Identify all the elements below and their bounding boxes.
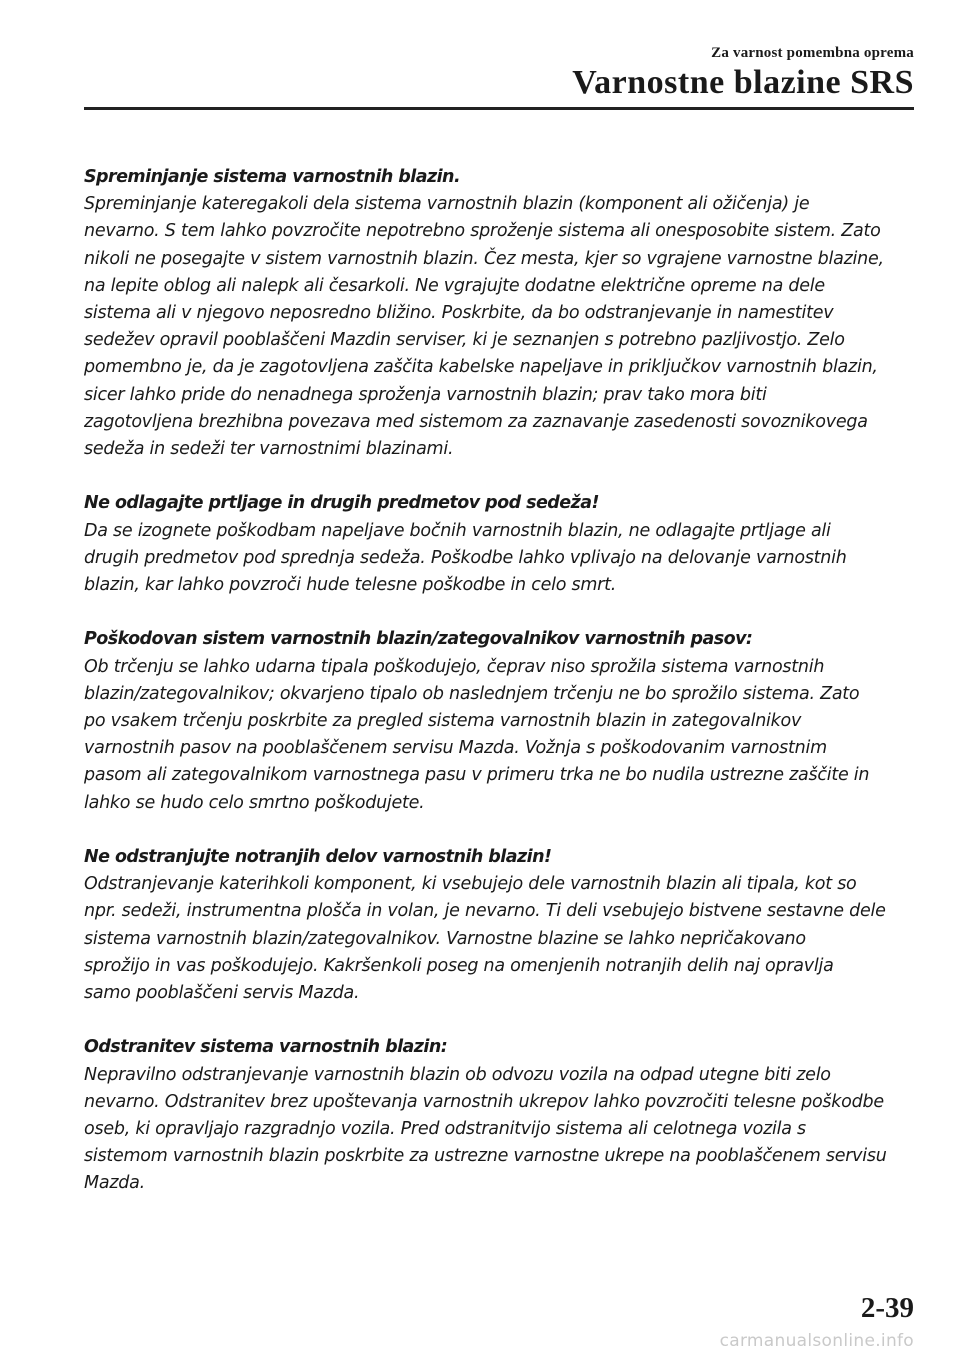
page-number: 2-39	[860, 1292, 914, 1324]
page-title: Varnostne blazine SRS	[572, 64, 914, 101]
section-heading: Poškodovan sistem varnostnih blazin/zategovalnikov varnostnih pasov:	[84, 629, 753, 650]
paragraph-line: nevarno. S tem lahko povzročite nepotrebno sproženje sistema ali onesposobite sistem. Zato	[84, 221, 881, 242]
section-paragraph	[84, 654, 924, 817]
paragraph-line: oseb, ki opravljajo razgradnjo vozila. Pred odstranitvijo sistema ali celotnega vozila s	[84, 1119, 806, 1140]
paragraph-line: po vsakem trčenju poskrbite za pregled sistema varnostnih blazin in zategovalnikov	[84, 711, 802, 732]
paragraph-line: blazin/zategovalnikov; okvarjeno tipalo ob naslednjem trčenju ne bo sprožilo sistema. Zato	[84, 683, 860, 704]
section-heading: Ne odstranjujte notranjih delov varnostnih blazin!	[84, 847, 552, 868]
paragraph-line: nevarno. Odstranitev brez upoštevanja varnostnih ukrepov lahko povzročiti telesne poškodbe	[84, 1091, 884, 1112]
watermark: carmanualsonline.info	[719, 1331, 914, 1351]
paragraph-line: na lepite oblog ali nalepk ali česarkoli. Ne vgrajujte dodatne električne opreme na dele	[84, 275, 825, 296]
paragraph-line: pasom ali zategovalnikom varnostnega pasu v primeru trka ne bo nudila ustrezne zaščite in	[84, 765, 870, 786]
paragraph-line: sedeža in sedeži ter varnostnimi blazinami.	[84, 439, 454, 460]
paragraph-line: sedežev opravil pooblaščeni Mazdin serviser, ki je seznanjen s potrebno pazljivostjo. Zelo	[84, 330, 845, 351]
paragraph-line: sistema varnostnih blazin/zategovalnikov. Varnostne blazine se lahko nepričakovano	[84, 928, 806, 949]
paragraph-line: lahko se hudo celo smrtno poškodujete.	[84, 792, 425, 813]
paragraph-line: varnostnih pasov na pooblaščenem servisu Mazda. Vožnja s poškodovanim varnostnim	[84, 738, 827, 759]
page-header	[572, 44, 914, 102]
warning-section-interior-parts	[84, 844, 924, 1007]
paragraph-line: Nepravilno odstranjevanje varnostnih blazin ob odvozu vozila na odpad utegne biti zelo	[84, 1064, 831, 1085]
paragraph-line: zagotovljena brezhibna povezava med sistemom za zaznavanje zasedenosti sovoznikovega	[84, 411, 868, 432]
paragraph-line: sistema ali v njegovo neposredno bližino. Poskrbite, da bo odstranjevanje in namestitev	[84, 303, 834, 324]
warning-section-damaged-system	[84, 626, 924, 816]
warning-section-disposal	[84, 1034, 924, 1197]
header-divider	[84, 107, 914, 110]
section-paragraph	[84, 518, 924, 600]
paragraph-line: Odstranjevanje katerihkoli komponent, ki vsebujejo dele varnostnih blazin ali tipala, kot so	[84, 874, 857, 895]
paragraph-line: Mazda.	[84, 1173, 145, 1194]
section-heading: Spreminjanje sistema varnostnih blazin.	[84, 167, 461, 187]
paragraph-line: nikoli ne posegajte v sistem varnostnih blazin. Čez mesta, kjer so vgrajene varnostne blazine,	[84, 248, 884, 269]
section-paragraph	[84, 191, 924, 463]
paragraph-line: sistemom varnostnih blazin poskrbite za ustrezne varnostne ukrepe na pooblaščenem servisu	[84, 1146, 887, 1167]
warning-section-luggage	[84, 490, 924, 599]
section-heading: Ne odlagajte prtljage in drugih predmetov pod sedeža!	[84, 493, 599, 514]
paragraph-line: pomembno je, da je zagotovljena zaščita kabelske napeljave in priključkov varnostnih blazin,	[84, 357, 878, 378]
paragraph-line: Da se izognete poškodbam napeljave bočnih varnostnih blazin, ne odlagajte prtljage ali	[84, 520, 831, 541]
warning-section-modification	[84, 164, 924, 463]
section-subtitle: Za varnost pomembna oprema	[711, 45, 914, 61]
paragraph-line: drugih predmetov pod sprednja sedeža. Poškodbe lahko vplivajo na delovanje varnostnih	[84, 547, 847, 568]
paragraph-line: Ob trčenju se lahko udarna tipala poškodujejo, čeprav niso sprožila sistema varnostnih	[84, 656, 825, 677]
paragraph-line: npr. sedeži, instrumentna plošča in volan, je nevarno. Ti deli vsebujejo bistvene sestavne dele	[84, 901, 886, 922]
section-heading: Odstranitev sistema varnostnih blazin:	[84, 1037, 448, 1058]
paragraph-line: sprožijo in vas poškodujejo. Kakršenkoli poseg na omenjenih notranjih delih naj opravlja	[84, 955, 834, 976]
section-paragraph	[84, 1062, 924, 1198]
paragraph-line: Spreminjanje kateregakoli dela sistema varnostnih blazin (komponent ali ožičenja) je	[84, 194, 810, 215]
paragraph-line: sicer lahko pride do nenadnega sproženja varnostnih blazin; prav tako mora biti	[84, 384, 767, 405]
paragraph-line: samo pooblaščeni servis Mazda.	[84, 983, 360, 1004]
paragraph-line: blazin, kar lahko povzroči hude telesne poškodbe in celo smrt.	[84, 575, 617, 596]
document-body	[84, 164, 924, 1225]
section-paragraph	[84, 871, 924, 1007]
